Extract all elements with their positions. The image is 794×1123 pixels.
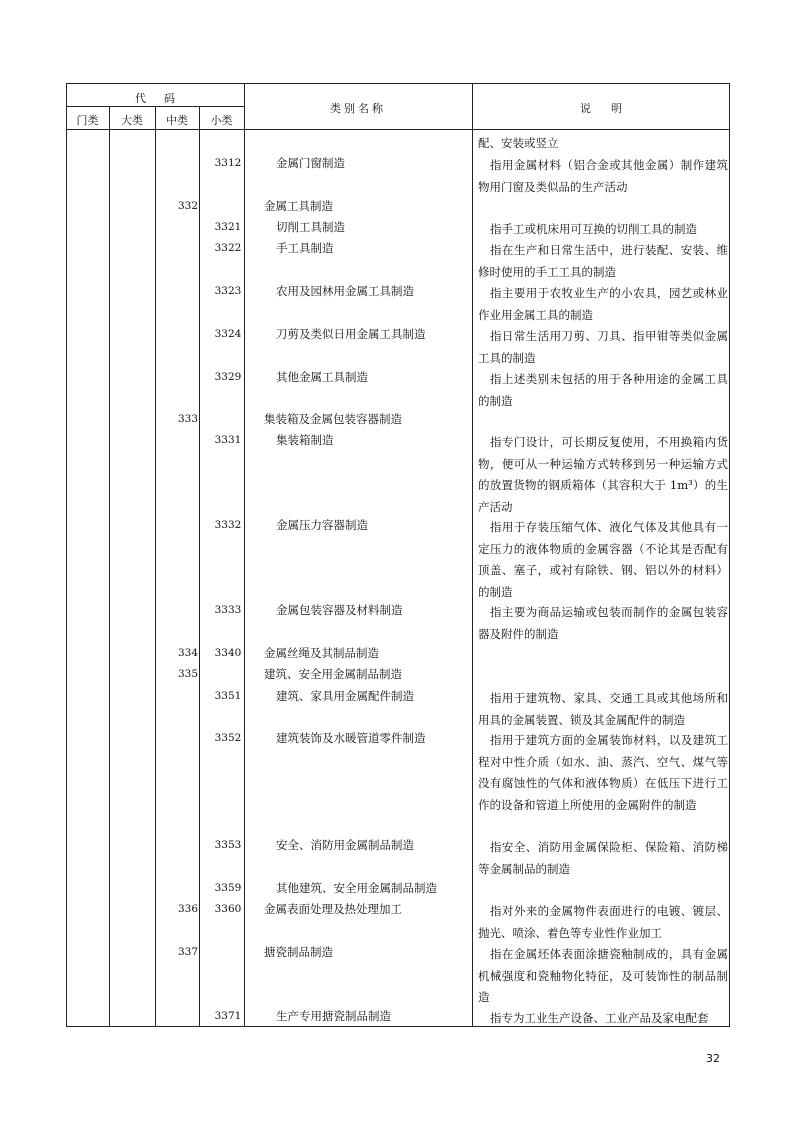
header-xiaolei: 小类 <box>210 114 233 127</box>
row-description: 指主要用于农牧业生产的小农具，园艺或林业作业用金属工具的制造 <box>478 286 728 322</box>
header-dalei: 大类 <box>121 114 143 127</box>
row-small-code: 3322 <box>214 242 242 254</box>
row-name: 金属包装容器及材料制造 <box>276 603 403 617</box>
row-small-code: 3323 <box>214 285 242 297</box>
column-line-5 <box>472 83 473 1027</box>
row-name: 手工具制造 <box>276 241 334 255</box>
row-mid-code: 336 <box>177 903 199 915</box>
row-small-code: 3340 <box>214 647 242 659</box>
row-name: 建筑装饰及水暖管道零件制造 <box>276 731 426 745</box>
row-small-code: 3324 <box>214 328 242 340</box>
row-name: 金属丝绳及其制品制造 <box>264 646 379 660</box>
row-description: 指手工或机床用可互换的切削工具的制造 <box>490 222 697 236</box>
row-name: 其他建筑、安全用金属制品制造 <box>276 881 437 895</box>
row-mid-code: 332 <box>177 200 199 212</box>
row-mid-code: 335 <box>177 668 199 680</box>
row-mid-code: 334 <box>177 647 199 659</box>
row-name: 集装箱制造 <box>276 433 334 447</box>
column-line-1 <box>109 106 110 1027</box>
row-description: 指安全、消防用金属保险柜、保险箱、消防梯等金属制品的制造 <box>478 840 728 876</box>
header-zhonglei: 中类 <box>166 114 188 127</box>
row-small-code: 3359 <box>214 882 242 894</box>
header-description: 说明 <box>580 102 642 115</box>
row-small-code: 3360 <box>214 903 242 915</box>
row-mid-code: 337 <box>177 946 199 958</box>
row-name: 金属工具制造 <box>264 199 333 213</box>
row-name: 生产专用搪瓷制品制造 <box>276 1009 391 1023</box>
row-description: 指在生产和日常生活中，进行装配、安装、维修时使用的手工工具的制造 <box>478 243 728 279</box>
row-small-code: 3331 <box>214 434 242 446</box>
row-small-code: 3312 <box>214 157 242 169</box>
column-line-2 <box>155 106 156 1027</box>
row-name: 其他金属工具制造 <box>276 370 368 384</box>
row-small-code: 3329 <box>214 371 242 383</box>
row-small-code: 3351 <box>214 690 242 702</box>
row-name: 金属门窗制造 <box>276 156 345 170</box>
header-code: 代码 <box>135 92 193 105</box>
row-name: 建筑、安全用金属制品制造 <box>264 667 402 681</box>
row-description: 指在金属坯体表面涂搪瓷釉制成的，具有金属机械强度和瓷釉物化特征，及可装饰性的制品制造 <box>478 947 728 1004</box>
row-description: 指用于建筑物、家具、交通工具或其他场所和用具的金属装置、锁及其金属配件的制造 <box>478 691 728 727</box>
page-number: 32 <box>706 1052 720 1065</box>
row-small-code: 3321 <box>214 221 242 233</box>
row-description: 配、安装或竖立 <box>478 136 559 150</box>
row-description: 指专门设计，可长期反复使用，不用换箱内货物，便可从一种运输方式转移到另一种运输方式的放置货物的钢质箱体（其容积大于 1m³）的生产活动 <box>478 435 728 514</box>
header-bottom-line <box>66 129 730 130</box>
column-line-3 <box>199 106 200 1027</box>
row-description: 指日常生活用刀剪、刀具、指甲钳等类似金属工具的制造 <box>478 329 728 365</box>
row-description: 指专为工业生产设备、工业产品及家电配套 <box>490 1011 709 1025</box>
row-name: 金属表面处理及热处理加工 <box>264 902 402 916</box>
row-description: 指用金属材料（铝合金或其他金属）制作建筑物用门窗及类似品的生产活动 <box>478 158 728 194</box>
row-small-code: 3371 <box>214 1010 242 1022</box>
row-name: 建筑、家具用金属配件制造 <box>276 689 414 703</box>
row-name: 刀剪及类似日用金属工具制造 <box>276 327 426 341</box>
header-menlei: 门类 <box>76 114 99 127</box>
row-name: 安全、消防用金属制品制造 <box>276 838 414 852</box>
row-name: 金属压力容器制造 <box>276 518 368 532</box>
row-description: 指上述类别未包括的用于各种用途的金属工具的制造 <box>478 372 728 408</box>
row-small-code: 3352 <box>214 732 242 744</box>
row-name: 切削工具制造 <box>276 220 345 234</box>
row-small-code: 3332 <box>214 519 242 531</box>
header-category-name: 类别名称 <box>330 102 386 115</box>
row-mid-code: 333 <box>177 413 199 425</box>
row-name: 搪瓷制品制造 <box>264 945 333 959</box>
row-small-code: 3333 <box>214 604 242 616</box>
row-description: 指对外来的金属物件表面进行的电镀、镀层、抛光、喷涂、着色等专业性作业加工 <box>478 904 728 940</box>
row-small-code: 3353 <box>214 839 242 851</box>
row-description: 指主要为商品运输或包装而制作的金属包装容器及附件的制造 <box>478 605 728 641</box>
row-name: 农用及园林用金属工具制造 <box>276 284 414 298</box>
row-name: 集装箱及金属包装容器制造 <box>264 412 402 426</box>
row-description: 指用于建筑方面的金属装饰材料，以及建筑工程对中性介质（如水、油、蒸汽、空气、煤气等没有腐蚀性的气体和液体物质）在低压下进行工作的设备和管道上所使用的金属附件的制造 <box>478 733 728 812</box>
row-description: 指用于存装压缩气体、液化气体及其他具有一定压力的液体物质的金属容器（不论其是否配有顶盖、塞子，或衬有除铁、钢、铝以外的材料）的制造 <box>478 520 728 599</box>
